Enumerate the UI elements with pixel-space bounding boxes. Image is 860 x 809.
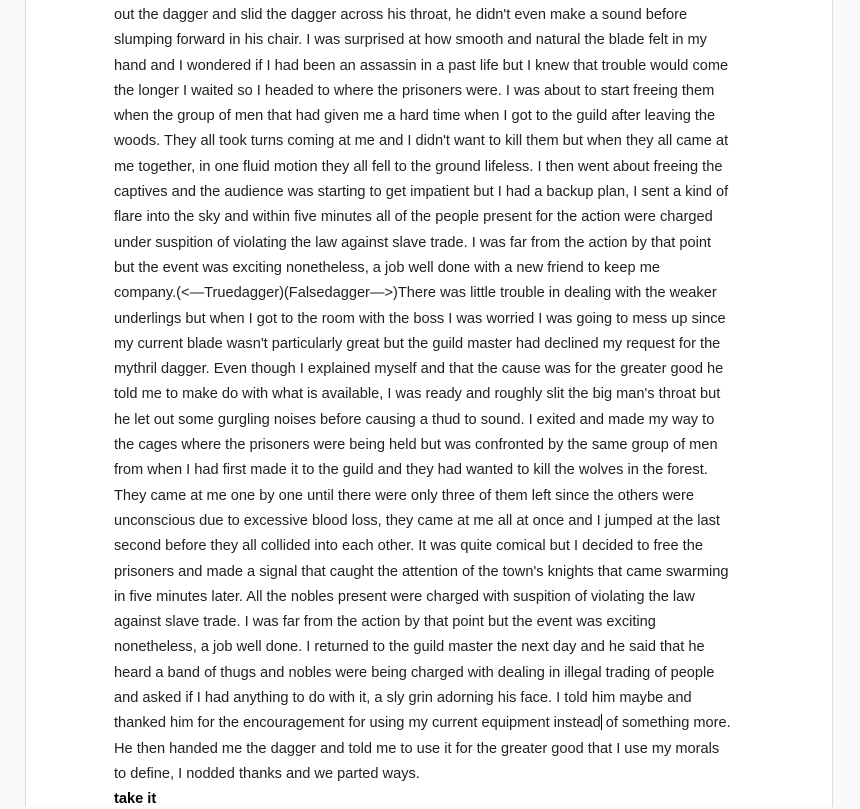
text-line: woods. They all took turns coming at me and I didn't want to kill them but when they all came at (114, 133, 729, 150)
bold-text-line: take it (114, 791, 157, 807)
text-line: under suspition of violating the law against slave trade. I was far from the action by that point (114, 234, 712, 251)
text-line: when the group of men that had given me a hard time when I got to the guild after leaving the (114, 108, 716, 125)
text-line: told me to make do with what is available, I was ready and roughly slit the big man's throat but (114, 386, 721, 403)
text-line: nonetheless, a job well done. I returned to the guild master the next day and he said that he (114, 639, 705, 656)
text-line: to define, I nodded thanks and we parted ways. (114, 765, 420, 782)
text-line: in five minutes later. All the nobles present were charged with suspition of violating the law (114, 588, 695, 605)
text-before-cursor: thanked him for the encouragement for using my current equipment instead (114, 715, 601, 732)
text-line: but the event was exciting nonetheless, a job well done with a new friend to keep me (114, 259, 660, 276)
text-line: out the dagger and slid the dagger across his throat, he didn't even make a sound before (114, 7, 688, 23)
document-body[interactable] (114, 3, 754, 787)
text-line: They came at me one by one until there were only three of them left since the others were (114, 487, 695, 504)
text-line: underlings but when I got to the room with the boss I was worried I was going to mess up since (114, 310, 726, 327)
text-line: slumping forward in his chair. I was surprised at how smooth and natural the blade felt in my (114, 32, 707, 49)
text-line: from when I had first made it to the guild and they had wanted to kill the wolves in the forest. (114, 462, 708, 479)
text-line: the longer I waited so I headed to where the prisoners were. I was about to start freeing them (114, 82, 715, 99)
text-line: my current blade wasn't particularly great but the guild master had declined my request for the (114, 335, 721, 352)
text-line: flare into the sky and within five minutes all of the people present for the action were charged (114, 209, 713, 226)
text-line: and asked if I had anything to do with it, a sly grin adorning his face. I told him maybe and (114, 690, 692, 707)
text-line: captives and the audience was starting to get impatient but I had a backup plan, I sent a kind of (114, 184, 729, 201)
text-line: second before they all collided into each other. It was quite comical but I decided to free the (114, 538, 703, 555)
text-line: heard a band of thugs and nobles were being charged with dealing in illegal trading of people (114, 664, 715, 681)
text-line: mythril dagger. Even though I explained myself and that the cause was for the greater good he (114, 361, 724, 378)
text-line: the cages where the prisoners were being held but was confronted by the same group of men (114, 437, 718, 454)
document-page (25, 0, 833, 807)
text-line: He then handed me the dagger and told me to use it for the greater good that I use my morals (114, 740, 720, 757)
text-line-with-cursor (114, 711, 754, 736)
text-after-cursor: of something more. (601, 715, 731, 732)
text-line: he let out some gurgling noises before causing a thud to sound. I exited and made my way to (114, 411, 715, 428)
text-line: prisoners and made a signal that caught the attention of the town's knights that came swarming (114, 563, 729, 580)
text-line: hand and I wondered if I had been an assassin in a past life but I knew that trouble would come (114, 57, 729, 74)
text-line: company.(<—Truedagger)(Falsedagger—>)There was little trouble in dealing with the weaker (114, 285, 717, 302)
text-line: against slave trade. I was far from the action by that point but the event was exciting (114, 614, 656, 631)
text-line: me together, in one fluid motion they all fell to the ground lifeless. I then went about freeing the (114, 158, 723, 175)
text-line: unconscious due to excessive blood loss, they came at me all at once and I jumped at the last (114, 512, 720, 529)
